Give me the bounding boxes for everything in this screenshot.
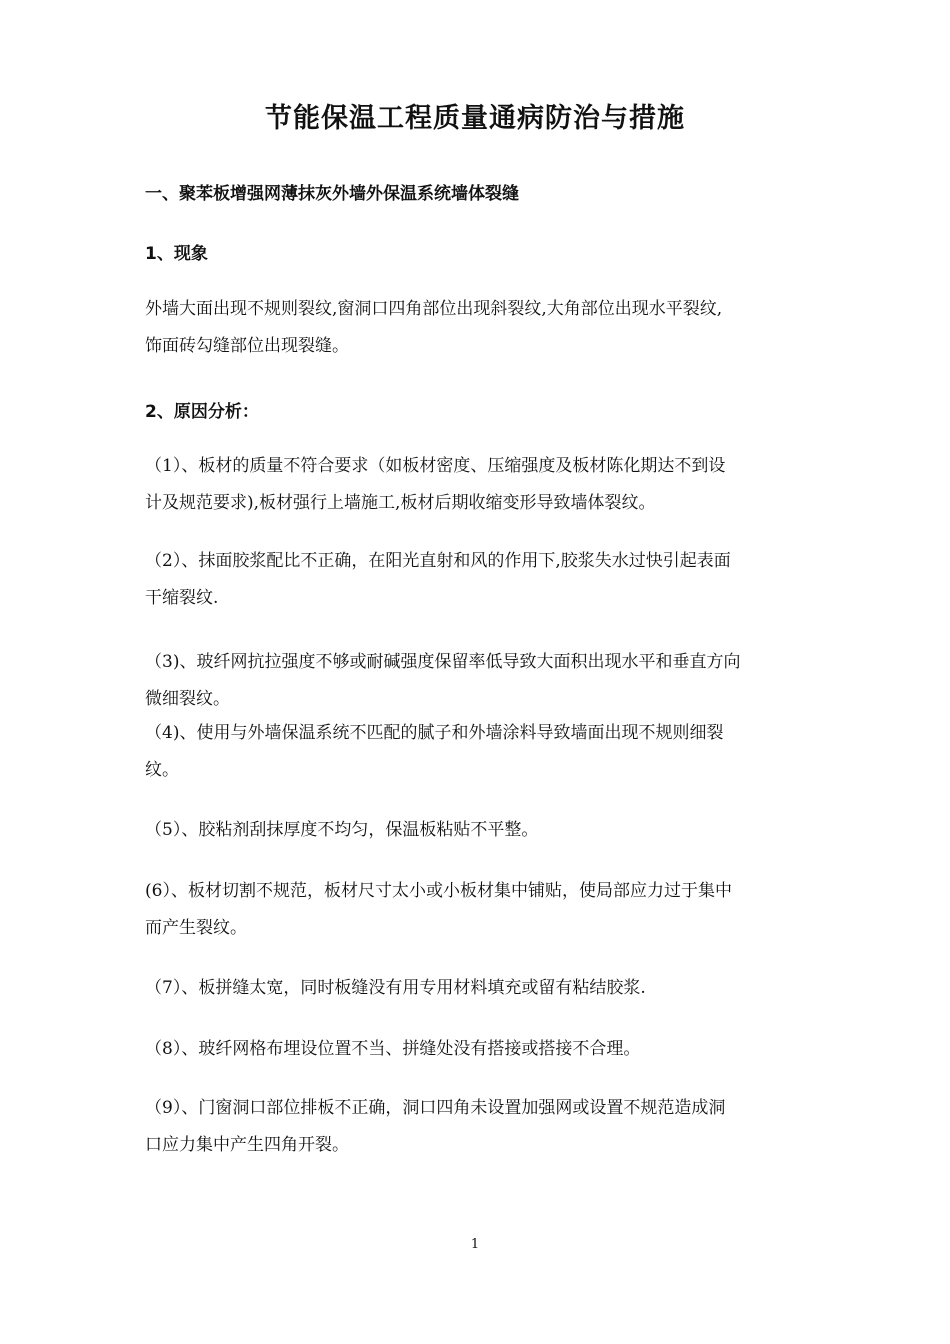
- cause-item-6: [145, 873, 815, 947]
- paragraph-line: （9）、门窗洞口部位排板不正确，洞口四角未设置加强网或设置不规范造成洞: [145, 1098, 726, 1118]
- paragraph-line: （2）、抹面胶浆配比不正确，在阳光直射和风的作用下,胶浆失水过快引起表面: [145, 551, 731, 571]
- document-title: 节能保温工程质量通病防治与措施: [265, 103, 685, 134]
- paragraph-line: (6）、板材切割不规范，板材尺寸太小或小板材集中铺贴，使局部应力过于集中: [145, 881, 732, 901]
- paragraph-line: 计及规范要求),板材强行上墙施工,板材后期收缩变形导致墙体裂纹。: [145, 493, 656, 513]
- cause-item-4: [145, 715, 815, 789]
- subsection-heading-phenomenon: 1、现象: [145, 244, 208, 264]
- page-number: 1: [470, 1237, 480, 1252]
- paragraph-line: 干缩裂纹.: [145, 588, 219, 608]
- paragraph-line: （1）、板材的质量不符合要求（如板材密度、压缩强度及板材陈化期达不到设: [145, 456, 726, 476]
- phenomenon-paragraph: [145, 291, 815, 365]
- paragraph-line: （7）、板拼缝太宽，同时板缝没有用专用材料填充或留有粘结胶浆.: [145, 978, 646, 998]
- cause-item-9: [145, 1090, 815, 1164]
- paragraph-line: 而产生裂纹。: [145, 918, 247, 938]
- cause-item-7: [145, 970, 815, 1007]
- section-heading: 一、聚苯板增强网薄抹灰外墙外保温系统墙体裂缝: [145, 184, 519, 204]
- cause-item-1: [145, 448, 815, 522]
- cause-item-3: [145, 644, 815, 718]
- paragraph-line: （5）、胶粘剂刮抹厚度不均匀，保温板粘贴不平整。: [145, 820, 539, 840]
- cause-item-8: [145, 1031, 815, 1068]
- cause-item-5: [145, 812, 815, 849]
- cause-item-2: [145, 543, 815, 617]
- paragraph-line: （4)、使用与外墙保温系统不匹配的腻子和外墙涂料导致墙面出现不规则细裂: [145, 723, 724, 743]
- paragraph-line: （3)、玻纤网抗拉强度不够或耐碱强度保留率低导致大面积出现水平和垂直方向: [145, 652, 741, 672]
- paragraph-line: （8）、玻纤网格布埋设位置不当、拼缝处没有搭接或搭接不合理。: [145, 1039, 641, 1059]
- paragraph-line: 饰面砖勾缝部位出现裂缝。: [145, 336, 349, 356]
- subsection-heading-causes: 2、原因分析：: [145, 402, 259, 422]
- paragraph-line: 纹。: [145, 760, 179, 780]
- paragraph-line: 口应力集中产生四角开裂。: [145, 1135, 349, 1155]
- paragraph-line: 微细裂纹。: [145, 689, 230, 709]
- paragraph-line: 外墙大面出现不规则裂纹,窗洞口四角部位出现斜裂纹,大角部位出现水平裂纹,: [145, 299, 723, 319]
